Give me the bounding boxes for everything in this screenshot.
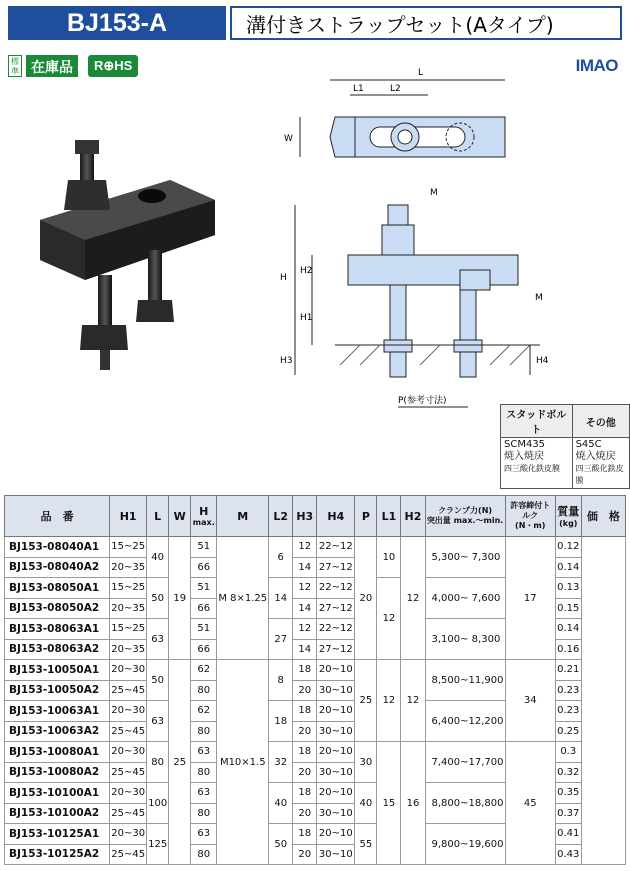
cell-l: 50 bbox=[147, 578, 169, 619]
cell-pn: BJ153-08040A1 bbox=[5, 537, 110, 558]
cell-h3: 20 bbox=[293, 844, 317, 865]
cell-h4: 22~12 bbox=[317, 619, 355, 640]
cell-mass: 0.32 bbox=[555, 762, 581, 783]
cell-pn: BJ153-08063A2 bbox=[5, 639, 110, 660]
cell-h4: 30~10 bbox=[317, 803, 355, 824]
cell-h3: 12 bbox=[293, 537, 317, 558]
product-title: 溝付きストラップセット(Aタイプ) bbox=[230, 6, 622, 40]
cell-price bbox=[581, 537, 625, 865]
cell-h1: 15~25 bbox=[110, 619, 147, 640]
cell-h3: 20 bbox=[293, 803, 317, 824]
dim-L1-label: L1 bbox=[353, 84, 364, 94]
cell-l2: 50 bbox=[269, 824, 293, 865]
cell-h: 66 bbox=[191, 639, 217, 660]
dim-P-label: P(参考寸法) bbox=[398, 396, 447, 406]
cell-h1: 20~30 bbox=[110, 701, 147, 722]
cell-clamp: 5,300~ 7,300 bbox=[425, 537, 505, 578]
cell-pn: BJ153-10125A1 bbox=[5, 824, 110, 845]
cell-pn: BJ153-08040A2 bbox=[5, 557, 110, 578]
cell-m: M 8×1.25 bbox=[217, 537, 269, 660]
cell-l1: 12 bbox=[377, 660, 401, 742]
dim-H4-label: H4 bbox=[536, 356, 549, 366]
cell-h1: 25~45 bbox=[110, 762, 147, 783]
cell-mass: 0.35 bbox=[555, 783, 581, 804]
cell-pn: BJ153-08050A2 bbox=[5, 598, 110, 619]
cell-h1: 20~30 bbox=[110, 783, 147, 804]
cell-p: 55 bbox=[355, 824, 377, 865]
cell-h: 66 bbox=[191, 557, 217, 578]
cell-l: 125 bbox=[147, 824, 169, 865]
material-header-other: その他 bbox=[572, 405, 629, 438]
cell-h3: 20 bbox=[293, 762, 317, 783]
col-clamp-force: クランプ力(N) 突出量 max.〜min. bbox=[425, 496, 505, 537]
cell-pn: BJ153-10080A2 bbox=[5, 762, 110, 783]
cell-h: 51 bbox=[191, 578, 217, 599]
cell-l: 80 bbox=[147, 742, 169, 783]
stock-badge: 在庫品 bbox=[26, 55, 78, 77]
cell-mass: 0.14 bbox=[555, 619, 581, 640]
cell-p: 30 bbox=[355, 742, 377, 783]
cell-h1: 20~35 bbox=[110, 557, 147, 578]
cell-p: 40 bbox=[355, 783, 377, 824]
dim-H1-label: H1 bbox=[300, 313, 313, 323]
cell-h: 63 bbox=[191, 742, 217, 763]
material-header-stud: スタッドボルト bbox=[501, 405, 573, 438]
cell-h1: 15~25 bbox=[110, 578, 147, 599]
cell-mass: 0.25 bbox=[555, 721, 581, 742]
cell-h1: 15~25 bbox=[110, 537, 147, 558]
cell-pn: BJ153-10050A1 bbox=[5, 660, 110, 681]
product-photo bbox=[20, 110, 240, 380]
col-l: L bbox=[147, 496, 169, 537]
col-torque: 許容締付トルク (N・m) bbox=[505, 496, 555, 537]
cell-h: 80 bbox=[191, 844, 217, 865]
cell-l: 50 bbox=[147, 660, 169, 701]
technical-drawing bbox=[270, 55, 620, 425]
cell-h4: 27~12 bbox=[317, 557, 355, 578]
material-stud: SCM435 焼入焼戻 四三酸化鉄皮膜 bbox=[501, 438, 573, 489]
cell-l2: 32 bbox=[269, 742, 293, 783]
dim-L2-label: L2 bbox=[390, 84, 401, 94]
dim-H2-label: H2 bbox=[300, 266, 313, 276]
cell-l2: 8 bbox=[269, 660, 293, 701]
cell-w: 25 bbox=[169, 660, 191, 865]
col-h1: H1 bbox=[110, 496, 147, 537]
dim-H3-label: H3 bbox=[280, 356, 293, 366]
cell-mass: 0.23 bbox=[555, 701, 581, 722]
cell-h3: 18 bbox=[293, 824, 317, 845]
cell-torque: 45 bbox=[505, 742, 555, 865]
cell-h3: 14 bbox=[293, 557, 317, 578]
cell-h3: 14 bbox=[293, 639, 317, 660]
cell-l: 40 bbox=[147, 537, 169, 578]
cell-h1: 20~35 bbox=[110, 598, 147, 619]
cell-p: 20 bbox=[355, 537, 377, 660]
cell-h4: 30~10 bbox=[317, 721, 355, 742]
cell-h3: 12 bbox=[293, 619, 317, 640]
cell-h1: 25~45 bbox=[110, 803, 147, 824]
brand-logo: IMAO bbox=[575, 56, 618, 75]
col-p: P bbox=[355, 496, 377, 537]
cell-clamp: 9,800~19,600 bbox=[425, 824, 505, 865]
cell-h4: 30~10 bbox=[317, 762, 355, 783]
cell-l2: 40 bbox=[269, 783, 293, 824]
rohs-badge: R⊕HS bbox=[88, 55, 138, 77]
cell-pn: BJ153-10063A1 bbox=[5, 701, 110, 722]
cell-h: 63 bbox=[191, 824, 217, 845]
cell-h1: 20~35 bbox=[110, 639, 147, 660]
cell-l2: 6 bbox=[269, 537, 293, 578]
cell-h4: 30~10 bbox=[317, 844, 355, 865]
cell-l1: 15 bbox=[377, 742, 401, 865]
cell-pn: BJ153-10063A2 bbox=[5, 721, 110, 742]
cell-clamp: 8,500~11,900 bbox=[425, 660, 505, 701]
dim-H-label: H bbox=[280, 273, 287, 283]
cell-h: 80 bbox=[191, 762, 217, 783]
col-h4: H4 bbox=[317, 496, 355, 537]
table-row bbox=[5, 537, 626, 558]
table-row bbox=[5, 742, 626, 763]
badges bbox=[8, 55, 138, 77]
cell-h: 62 bbox=[191, 660, 217, 681]
col-mass: 質量 (kg) bbox=[555, 496, 581, 537]
cell-clamp: 6,400~12,200 bbox=[425, 701, 505, 742]
cell-l2: 18 bbox=[269, 701, 293, 742]
dim-M-side-label: M bbox=[535, 293, 543, 303]
cell-h: 66 bbox=[191, 598, 217, 619]
material-other: S45C 焼入焼戻 四三酸化鉄皮膜 bbox=[572, 438, 629, 489]
col-price: 価 格 bbox=[581, 496, 625, 537]
product-code: BJ153-A bbox=[8, 6, 226, 40]
cell-mass: 0.16 bbox=[555, 639, 581, 660]
cell-mass: 0.3 bbox=[555, 742, 581, 763]
cell-h4: 20~10 bbox=[317, 824, 355, 845]
cell-l2: 27 bbox=[269, 619, 293, 660]
spec-table bbox=[4, 495, 626, 865]
cell-h4: 20~10 bbox=[317, 783, 355, 804]
cell-h2: 12 bbox=[401, 537, 425, 660]
cell-mass: 0.12 bbox=[555, 537, 581, 558]
col-l1: L1 bbox=[377, 496, 401, 537]
cell-h4: 27~12 bbox=[317, 639, 355, 660]
header bbox=[0, 0, 630, 44]
cell-clamp: 7,400~17,700 bbox=[425, 742, 505, 783]
col-l2: L2 bbox=[269, 496, 293, 537]
cell-mass: 0.23 bbox=[555, 680, 581, 701]
col-h2: H2 bbox=[401, 496, 425, 537]
cell-pn: BJ153-10080A1 bbox=[5, 742, 110, 763]
cell-h3: 18 bbox=[293, 701, 317, 722]
cell-h: 80 bbox=[191, 721, 217, 742]
cell-h1: 25~45 bbox=[110, 844, 147, 865]
cell-l1: 12 bbox=[377, 578, 401, 660]
cell-h3: 18 bbox=[293, 742, 317, 763]
dim-L-label: L bbox=[418, 68, 424, 78]
table-row bbox=[5, 660, 626, 681]
cell-l: 100 bbox=[147, 783, 169, 824]
cell-l: 63 bbox=[147, 619, 169, 660]
cell-h3: 18 bbox=[293, 783, 317, 804]
dim-M-top-label: M bbox=[430, 188, 438, 198]
dim-W-label: W bbox=[284, 134, 293, 144]
cell-h3: 20 bbox=[293, 680, 317, 701]
cell-mass: 0.21 bbox=[555, 660, 581, 681]
cell-h: 62 bbox=[191, 701, 217, 722]
cell-pn: BJ153-10100A1 bbox=[5, 783, 110, 804]
cell-h2: 16 bbox=[401, 742, 425, 865]
cell-w: 19 bbox=[169, 537, 191, 660]
col-m: M bbox=[217, 496, 269, 537]
cell-clamp: 4,000~ 7,600 bbox=[425, 578, 505, 619]
cell-pn: BJ153-08063A1 bbox=[5, 619, 110, 640]
cell-l: 63 bbox=[147, 701, 169, 742]
materials-table bbox=[500, 404, 630, 489]
cell-h: 80 bbox=[191, 803, 217, 824]
spec-header-row bbox=[5, 496, 626, 537]
cell-h4: 20~10 bbox=[317, 660, 355, 681]
cell-h4: 22~12 bbox=[317, 578, 355, 599]
col-h3: H3 bbox=[293, 496, 317, 537]
cell-pn: BJ153-10125A2 bbox=[5, 844, 110, 865]
cell-h4: 20~10 bbox=[317, 742, 355, 763]
cell-mass: 0.43 bbox=[555, 844, 581, 865]
col-w: W bbox=[169, 496, 191, 537]
cell-torque: 34 bbox=[505, 660, 555, 742]
cell-h1: 20~30 bbox=[110, 742, 147, 763]
cell-p: 25 bbox=[355, 660, 377, 742]
cell-mass: 0.14 bbox=[555, 557, 581, 578]
cell-clamp: 3,100~ 8,300 bbox=[425, 619, 505, 660]
cell-h3: 18 bbox=[293, 660, 317, 681]
cell-h: 80 bbox=[191, 680, 217, 701]
cell-pn: BJ153-10050A2 bbox=[5, 680, 110, 701]
cell-m: M10×1.5 bbox=[217, 660, 269, 865]
col-h: H max. bbox=[191, 496, 217, 537]
col-part-number: 品 番 bbox=[5, 496, 110, 537]
cell-clamp: 8,800~18,800 bbox=[425, 783, 505, 824]
cell-pn: BJ153-10100A2 bbox=[5, 803, 110, 824]
cell-h: 51 bbox=[191, 537, 217, 558]
cell-mass: 0.15 bbox=[555, 598, 581, 619]
cell-h4: 22~12 bbox=[317, 537, 355, 558]
cell-h1: 25~45 bbox=[110, 721, 147, 742]
cell-l2: 14 bbox=[269, 578, 293, 619]
cell-h4: 27~12 bbox=[317, 598, 355, 619]
cell-h1: 20~30 bbox=[110, 824, 147, 845]
cell-h: 63 bbox=[191, 783, 217, 804]
cell-h: 51 bbox=[191, 619, 217, 640]
cell-pn: BJ153-08050A1 bbox=[5, 578, 110, 599]
cell-h3: 12 bbox=[293, 578, 317, 599]
cell-torque: 17 bbox=[505, 537, 555, 660]
cell-h3: 14 bbox=[293, 598, 317, 619]
cell-h4: 20~10 bbox=[317, 701, 355, 722]
cell-l1: 10 bbox=[377, 537, 401, 578]
cell-mass: 0.13 bbox=[555, 578, 581, 599]
standard-badge: 標準 bbox=[8, 55, 22, 77]
cell-h2: 12 bbox=[401, 660, 425, 742]
cell-mass: 0.37 bbox=[555, 803, 581, 824]
cell-h1: 20~30 bbox=[110, 660, 147, 681]
cell-h1: 25~45 bbox=[110, 680, 147, 701]
cell-mass: 0.41 bbox=[555, 824, 581, 845]
cell-h4: 30~10 bbox=[317, 680, 355, 701]
cell-h3: 20 bbox=[293, 721, 317, 742]
